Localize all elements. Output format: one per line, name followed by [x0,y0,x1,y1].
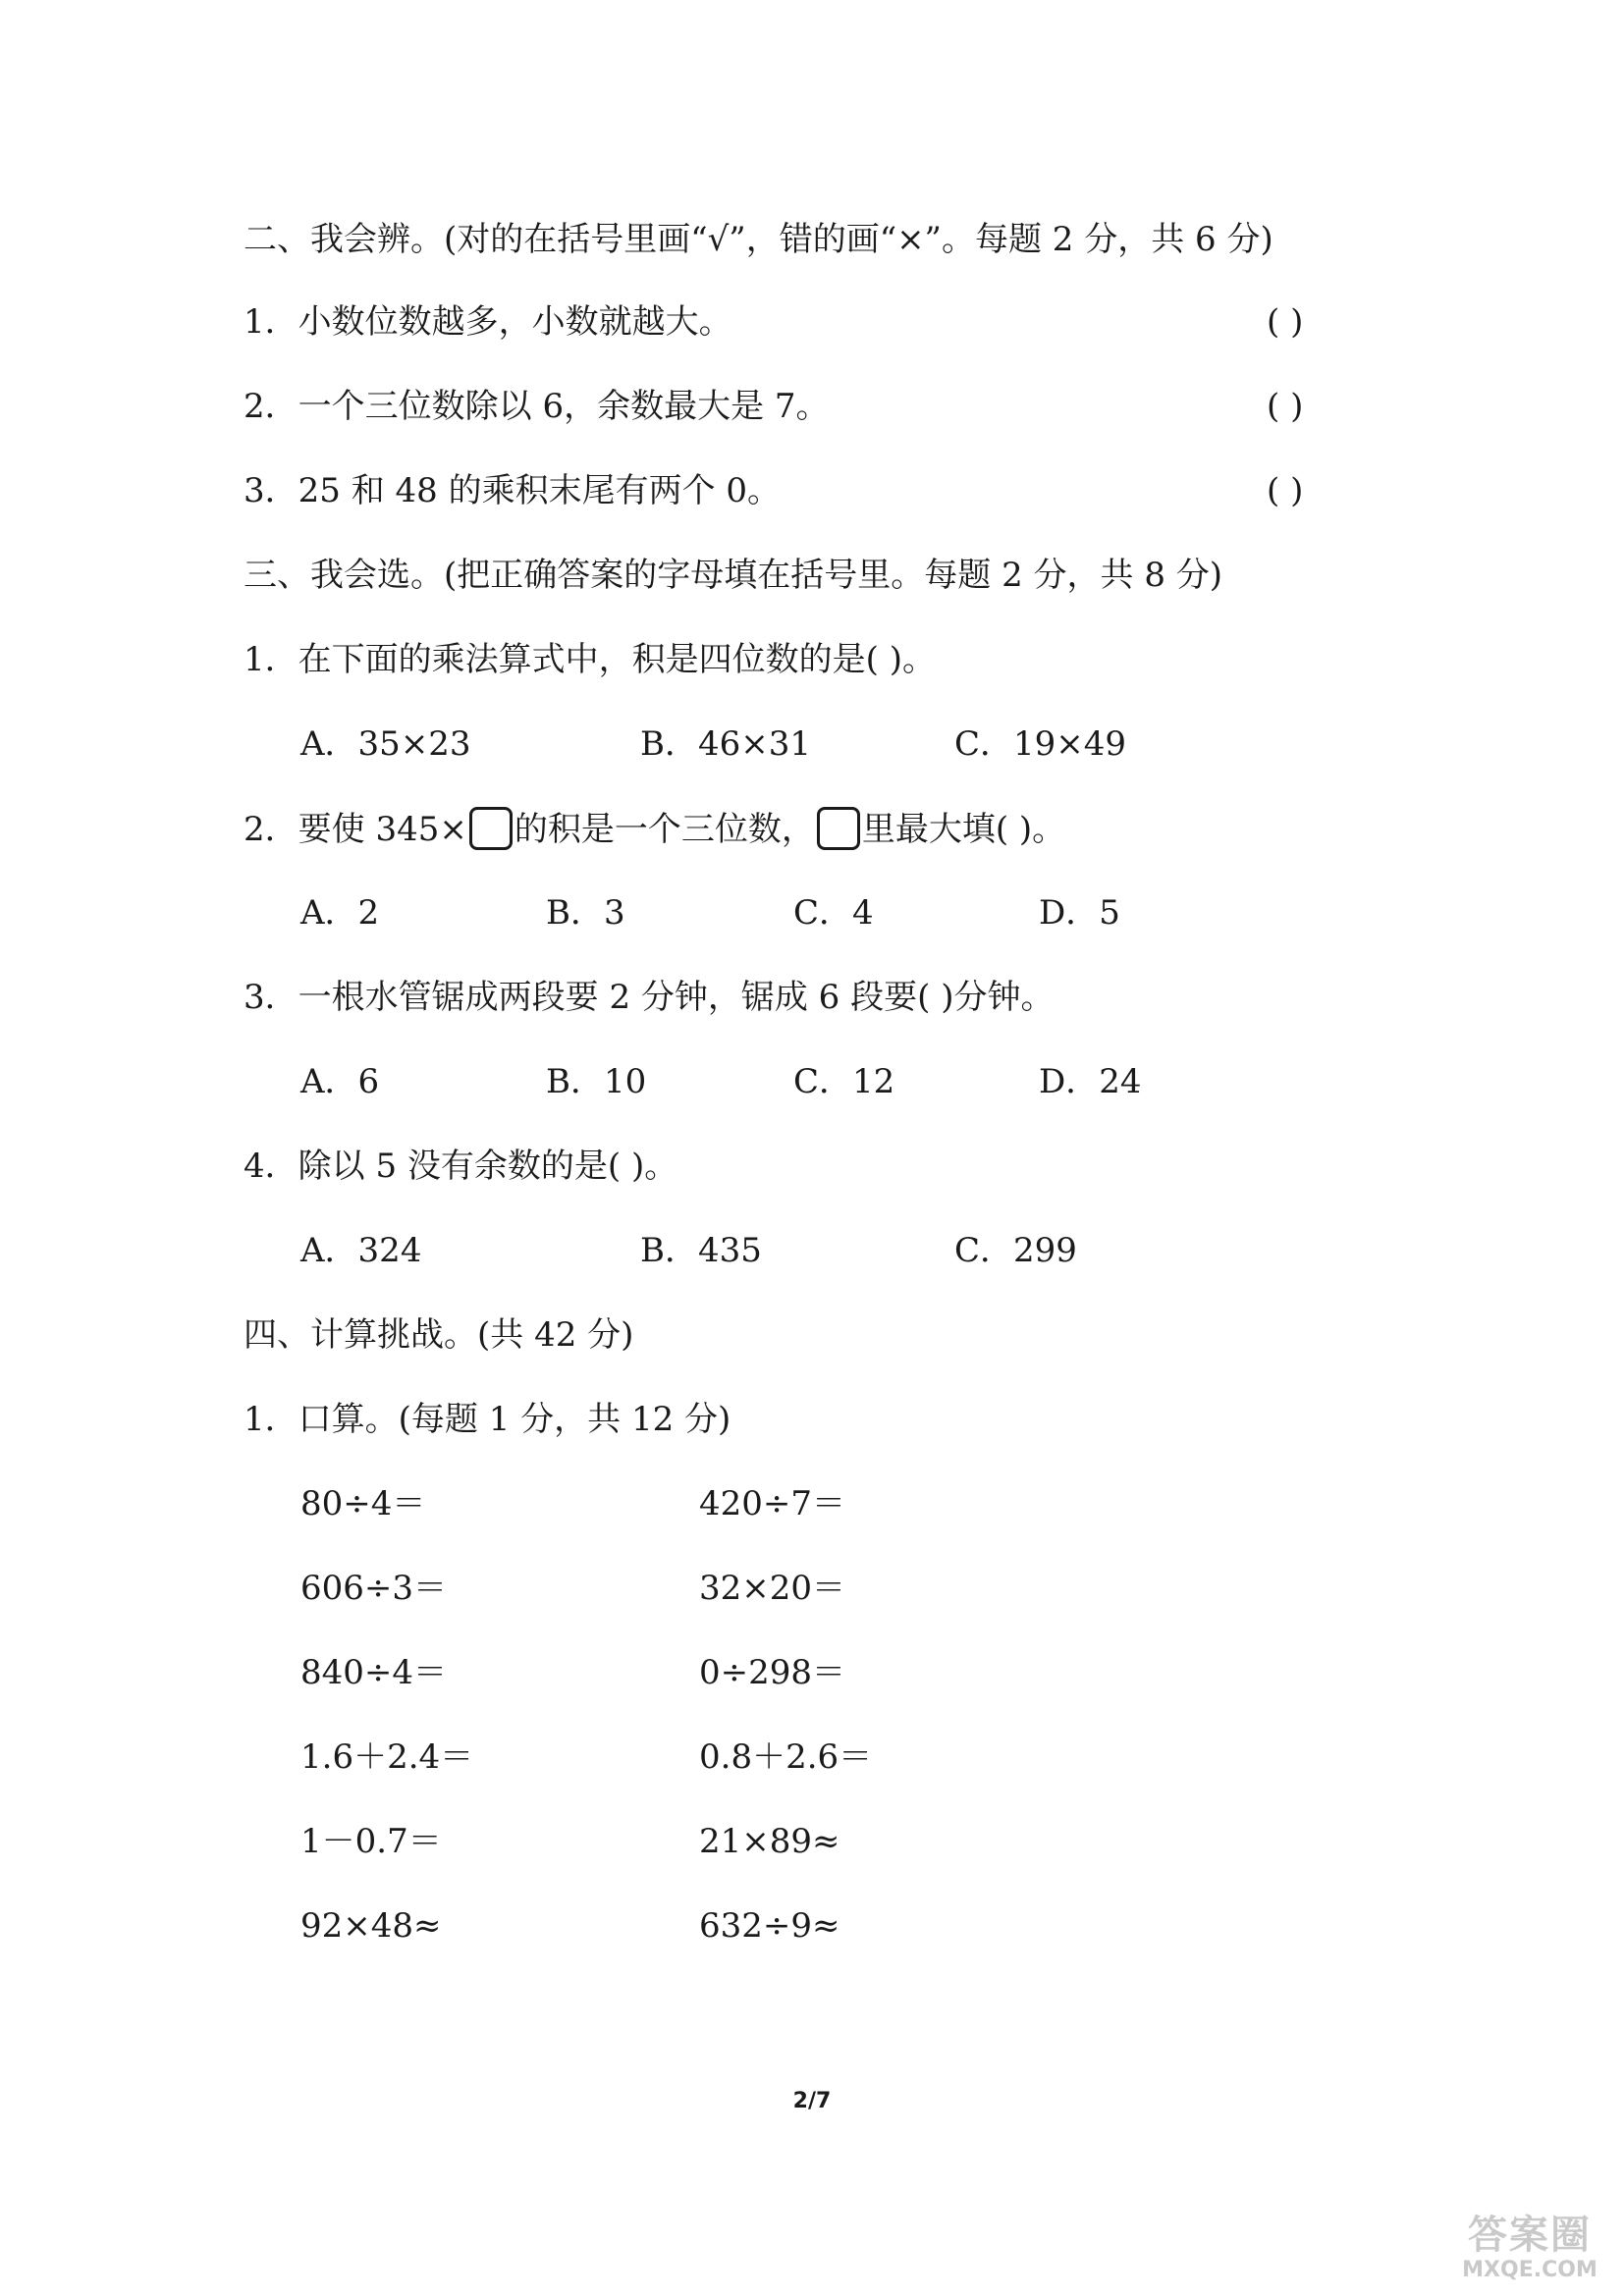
answer-blank-q3[interactable]: ( ) [1267,471,1304,510]
calc-right-1: 420÷7＝ [699,1484,846,1523]
answer-blank-q2[interactable]: ( ) [1267,387,1304,426]
section2-q3: 3．25 和 48 的乘积末尾有两个 0。 [244,471,782,510]
q3-option-d: D．24 [1039,1062,1142,1101]
calc-left-1: 80÷4＝ [300,1484,426,1523]
section2-title: 二、我会辨。(对的在括号里画“√”，错的画“×”。每题 2 分，共 6 分) [244,220,1273,259]
calc-left-3: 840÷4＝ [300,1653,448,1692]
section3-q2 [244,807,1065,851]
q2-text-c: 里最大填( )。 [861,810,1066,849]
section3-q4: 4．除以 5 没有余数的是( )。 [244,1147,678,1186]
q3-option-a: A．6 [300,1062,380,1101]
answer-blank-q1[interactable]: ( ) [1267,302,1304,342]
calc-left-6: 92×48≈ [300,1906,442,1946]
empty-box-icon [469,807,513,850]
q4-option-b: B．435 [640,1231,762,1270]
q2-text-b: 的积是一个三位数， [514,810,815,849]
q1-option-b: B．46×31 [640,724,812,764]
page-number: 2/7 [792,2089,832,2113]
section4-title: 四、计算挑战。(共 42 分) [244,1315,634,1355]
calc-right-6: 632÷9≈ [699,1906,840,1946]
section2-q2: 2．一个三位数除以 6，余数最大是 7。 [244,387,830,426]
section2-q1: 1．小数位数越多，小数就越大。 [244,302,732,342]
calc-right-3: 0÷298＝ [699,1653,846,1692]
q2-option-b: B．3 [546,893,625,933]
q1-option-a: A．35×23 [300,724,471,764]
q3-option-c: C．12 [793,1062,895,1101]
calc-left-4: 1.6＋2.4＝ [300,1737,474,1777]
q2-text-a: 2．要使 345× [244,810,467,849]
q3-option-b: B．10 [546,1062,647,1101]
q4-option-a: A．324 [300,1231,422,1270]
section3-q1: 1．在下面的乘法算式中，积是四位数的是( )。 [244,640,936,679]
watermark [1441,2213,1618,2291]
calc-right-2: 32×20＝ [699,1569,846,1608]
watermark-logo: 答案圈 [1468,2213,1592,2258]
calc-left-2: 606÷3＝ [300,1569,448,1608]
calc-left-5: 1－0.7＝ [300,1822,442,1861]
q4-option-c: C．299 [954,1231,1077,1270]
empty-box-icon [817,807,860,850]
section3-title: 三、我会选。(把正确答案的字母填在括号里。每题 2 分，共 8 分) [244,556,1223,595]
calc-right-4: 0.8＋2.6＝ [699,1737,873,1777]
q2-option-c: C．4 [793,893,874,933]
q2-option-a: A．2 [300,893,380,933]
q1-option-c: C．19×49 [954,724,1127,764]
watermark-url: MXQE.COM [1462,2258,1597,2282]
section4-sub1: 1．口算。(每题 1 分，共 12 分) [244,1400,731,1439]
q2-option-d: D．5 [1039,893,1120,933]
calc-right-5: 21×89≈ [699,1822,840,1861]
section3-q3: 3．一根水管锯成两段要 2 分钟，锯成 6 段要( )分钟。 [244,978,1055,1017]
